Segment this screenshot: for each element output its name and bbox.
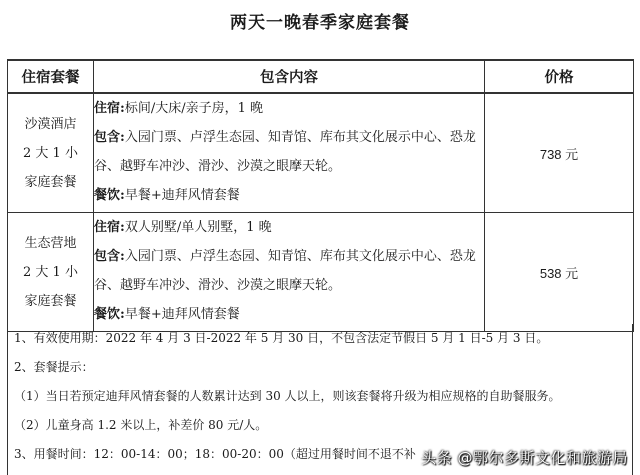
package-name-line: 2 大 1 小 <box>23 264 78 280</box>
package-name-line: 家庭套餐 <box>24 293 77 309</box>
include-text: 入园门票、卢浮生态园、知青馆、库布其文化展示中心、恐龙谷、越野车冲沙、滑沙、沙漠之眼摩天轮。 <box>94 130 476 174</box>
stay-label: 住宿: <box>94 101 125 116</box>
header-price: 价格 <box>485 60 634 93</box>
stay-line <box>94 94 484 123</box>
package-table <box>7 59 634 332</box>
note-line: 3、用餐时间：12：00-14：00；18：00-20：00（超过用餐时间不退不补 <box>14 447 416 461</box>
note-line: （2）儿童身高 1.2 米以上，补差价 80 元/人。 <box>14 418 268 432</box>
note-line: （1）当日若预定迪拜风情套餐的人数累计达到 30 人以上，则该套餐将升级为相应规格的自助餐服务。 <box>14 389 561 403</box>
package-name-cell <box>8 213 94 332</box>
meal-label: 餐饮: <box>94 188 125 203</box>
package-name-cell <box>8 93 94 213</box>
package-name-line: 沙漠酒店 <box>24 116 77 132</box>
price-cell: 538 元 <box>485 213 634 332</box>
meal-label: 餐饮: <box>94 307 125 322</box>
meal-line <box>94 181 484 210</box>
meal-text: 早餐+迪拜风情套餐 <box>124 188 240 203</box>
table-row <box>8 213 634 332</box>
stay-text: 标间/大床/亲子房，1 晚 <box>124 101 263 116</box>
package-name-line: 家庭套餐 <box>24 174 77 190</box>
stay-line <box>94 213 484 242</box>
include-label: 包含: <box>94 130 125 145</box>
table-row <box>8 93 634 213</box>
note-line: 2、套餐提示： <box>14 360 94 374</box>
note-line: 1、有效使用期：2022 年 4 月 3 日-2022 年 5 月 30 日，不包含法定节假日 5 月 1 日-5 月 3 日。 <box>14 331 549 345</box>
include-label: 包含: <box>94 249 125 264</box>
package-name-line: 生态营地 <box>24 235 77 251</box>
stay-text: 双人别墅/单人别墅，1 晚 <box>124 220 272 235</box>
include-text: 入园门票、卢浮生态园、知青馆、库布其文化展示中心、恐龙谷、越野车冲沙、滑沙、沙漠之眼摩天轮。 <box>94 249 476 293</box>
package-content-cell <box>94 93 485 213</box>
header-contents: 包含内容 <box>94 60 485 93</box>
watermark: 头条 @鄂尔多斯文化和旅游局 <box>421 449 628 467</box>
price-cell: 738 元 <box>485 93 634 213</box>
meal-text: 早餐+迪拜风情套餐 <box>124 307 240 322</box>
include-line <box>94 123 484 181</box>
page-title: 两天一晚春季家庭套餐 <box>230 13 410 33</box>
include-line <box>94 242 484 300</box>
table-header-row <box>8 60 634 93</box>
package-content-cell <box>94 213 485 332</box>
stay-label: 住宿: <box>94 220 125 235</box>
header-package: 住宿套餐 <box>8 60 94 93</box>
package-name-line: 2 大 1 小 <box>23 145 78 161</box>
